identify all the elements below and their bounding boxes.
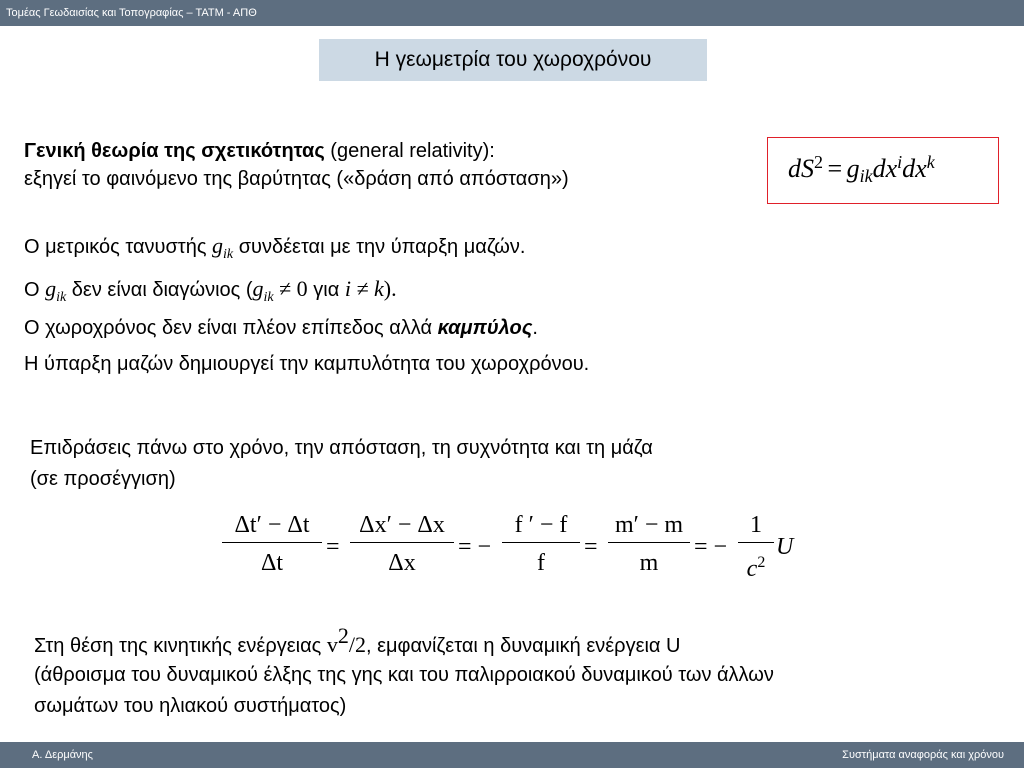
- c-squared: $c^2$: [746, 554, 766, 582]
- footer-course: Συστήματα αναφοράς και χρόνου: [842, 749, 1004, 761]
- eq-sign-1: =: [326, 534, 340, 560]
- metric-formula: $dS^2 = g_{ik}dx^idx^k$: [788, 152, 935, 186]
- fraction-distance: Δx′ − Δx Δx: [350, 508, 454, 577]
- statement-1: Ο μετρικός τανυστής $g_{ik}$ συνδέεται με την ύπαρξη μαζών.: [24, 233, 526, 262]
- kinetic-line-2: (άθροισμα του δυναμικού έλξης της γης και του παλιρροιακού δυναμικού των άλλων: [34, 664, 774, 686]
- footer-bar: [0, 742, 1024, 768]
- intro-line-2: εξηγεί το φαινόμενο της βαρύτητας («δράση από απόσταση»): [24, 168, 569, 190]
- statement-4: Η ύπαρξη μαζών δημιουργεί την καμπυλότητα του χωροχρόνου.: [24, 353, 590, 375]
- intro-line-1: [24, 137, 495, 165]
- fraction-potential: 1 $c^2$: [738, 508, 774, 577]
- eq-sign-2: = −: [458, 534, 492, 560]
- effects-line-2: (σε προσέγγιση): [30, 468, 176, 490]
- eq-sign-4: = −: [694, 534, 728, 560]
- fraction-time: Δt′ − Δt Δt: [222, 508, 322, 577]
- effects-line-1: Επιδράσεις πάνω στο χρόνο, την απόσταση, τη συχνότητα και τη μάζα: [30, 437, 653, 459]
- statement-3: Ο χωροχρόνος δεν είναι πλέον επίπεδος αλλά καμπύλος.: [24, 317, 538, 339]
- intro-bold: Γενική θεωρία της σχετικότητας: [24, 140, 325, 162]
- kinetic-line-3: σωμάτων του ηλιακού συστήματος): [34, 695, 347, 717]
- statement-2: Ο $g_{ik}$ δεν είναι διαγώνιος ($g_{ik} \ne 0$ για i ≠ k).: [24, 276, 397, 305]
- kinetic-line-1: Στη θέση της κινητικής ενέργειας $v^2/2$, εμφανίζεται η δυναμική ενέργεια U: [34, 623, 681, 657]
- potential-u: U: [776, 534, 794, 560]
- eq-sign-3: =: [584, 534, 598, 560]
- slide-title: Η γεωμετρία του χωροχρόνου: [319, 39, 707, 81]
- metric-formula-box: [767, 137, 999, 204]
- fraction-mass: m′ − m m: [608, 508, 690, 577]
- header-text: Τομέας Γεωδαισίας και Τοπογραφίας – ΤΑΤΜ - ΑΠΘ: [6, 7, 257, 19]
- intro-rest: (general relativity):: [324, 140, 495, 162]
- footer-author: Α. Δερμάνης: [32, 749, 93, 761]
- fraction-frequency: f ′ − f f: [502, 508, 580, 577]
- header-bar: [0, 0, 1024, 26]
